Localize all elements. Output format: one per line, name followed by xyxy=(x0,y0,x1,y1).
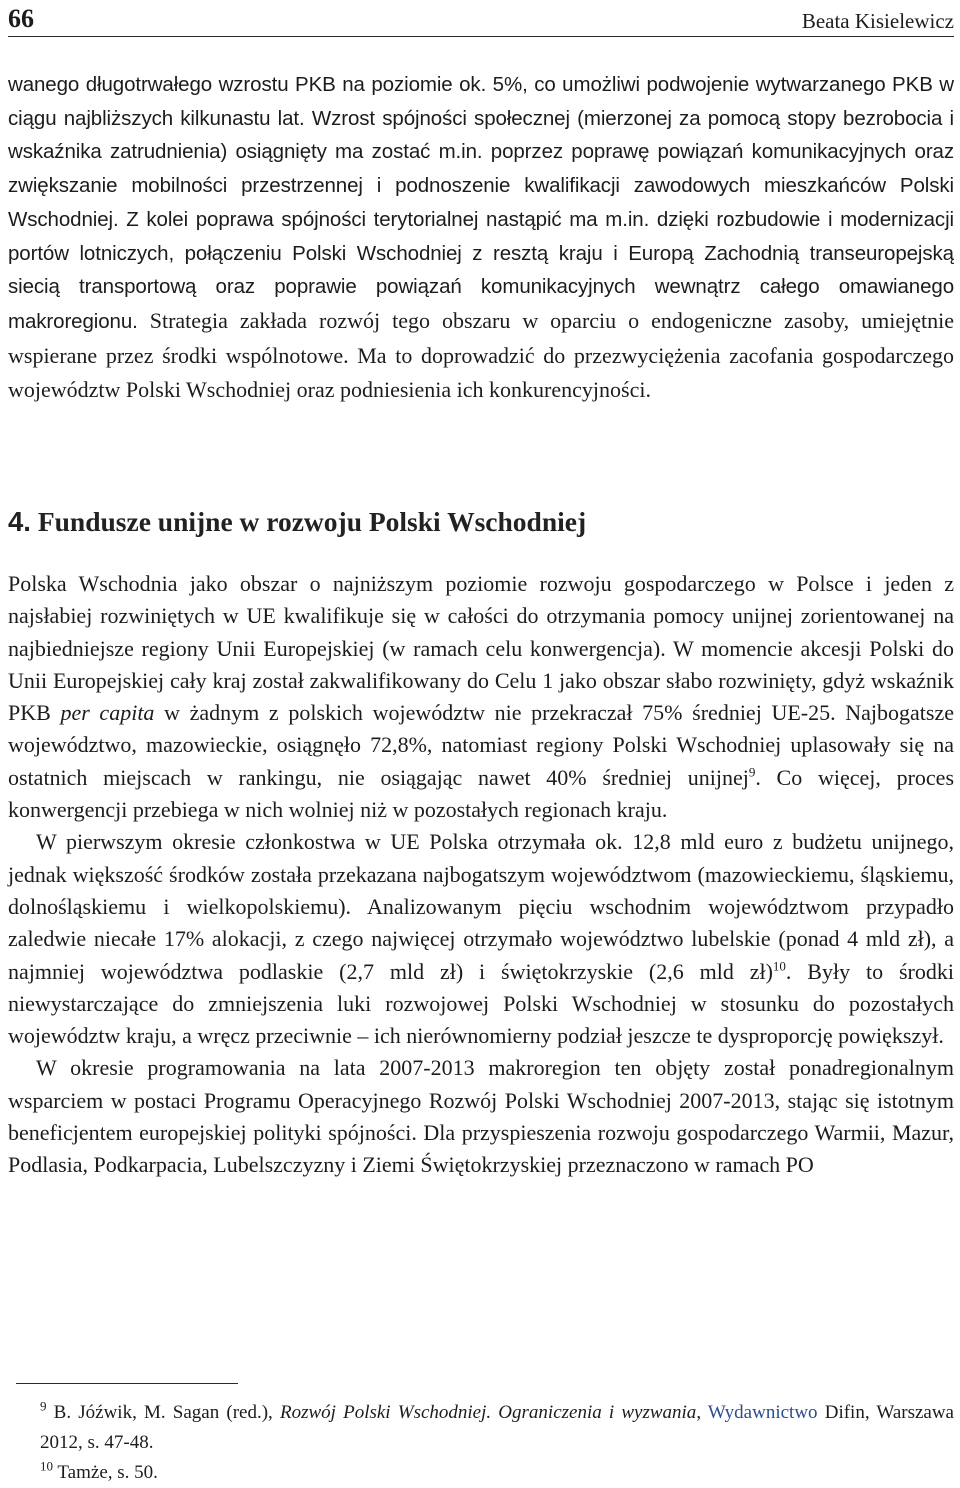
body-text: . Co więcej, proces konwergencji przebiega w nich wolniej niż w pozostałych regionach kraju. xyxy=(8,764,955,823)
footnote-text: , xyxy=(696,1402,708,1423)
page-number: 66 xyxy=(8,4,34,33)
footnote-number: 9 xyxy=(40,1398,47,1414)
continued-paragraph-sans-part: wanego długotrwałego wzrostu PKB na poziomie ok. 5%, co umożliwi podwojenie wytwarzanego PKB w ciągu najbliższych kilkunastu lat. Wzrost spójności społecznej (mierzonej za pomocą stopy bezrobocia i wskaźnika zatrudnienia) osiągnięty ma zostać m.in. poprzez poprawę powiązań komunikacyjnych oraz zwiększanie mobilności przestrzennej i podnoszenie kwalifikacji zawodowych mieszkańców Polski Wschodniej. Z kolei poprawa spójności terytorialnej nastąpić ma m.in. dzięki rozbudowie i modernizacji portów lotniczych, połączeniu Polski Wschodniej z resztą kraju i Europą Zachodnią transeuropejską siecią transportową oraz poprawie powiązań komunikacyjnych wewnątrz całego omawianego makroregionu. xyxy=(8,73,954,333)
body-text: w żadnym z polskich województw nie przekraczał 75% średniej UE-25. Najbogatsze województwo, mazowieckie, osiągnęło 72,8%, natomiast regiony Polski Wschodniej uplasowały się na ostatnich miejscach w rankingu, nie osiągając nawet 40% średniej unijnej xyxy=(8,700,954,790)
section-body xyxy=(8,568,954,1182)
continued-paragraph-serif-part: Strategia zakłada rozwój tego obszaru w oparciu o endogeniczne zasoby, umiejętnie wspierane przez środki wspólnotowe. Ma to doprowadzić do przezwyciężenia zacofania gospodarczego województw Polski Wschodniej oraz podniesienia ich konkurencyjności. xyxy=(8,307,954,403)
body-paragraph-2 xyxy=(8,826,954,1052)
header-divider xyxy=(8,36,954,37)
body-text: W pierwszym okresie członkostwa w UE Polska otrzymała ok. 12,8 mld euro z budżetu unijnego, jednak większość środków została przekazana najbogatszym województwom (mazowieckiemu, śląskiemu, dolnośląskiemu i wielkopolskiemu). Analizowanym pięciu wschodnim województwom przypadło zaledwie niecałe 17% alokacji, z czego najwięcej otrzymało województwo lubelskie (ponad 4 mld zł), a najmniej województwa podlaskie (2,7 mld zł) i świętokrzyskie (2,6 mld zł) xyxy=(8,829,954,984)
footnote-divider xyxy=(16,1383,238,1384)
continued-paragraph xyxy=(8,68,954,408)
footnote-reference-10[interactable]: 10 xyxy=(772,958,786,974)
body-text: Polska Wschodnia jako obszar o najniższym poziomie rozwoju gospodarczego w Polsce i jeden z najsłabiej rozwiniętych w UE kwalifikuje się w całości do otrzymania pomocy unijnej zorientowanej na najbiedniejsze regiony Unii Europejskiej (w ramach celu konwergencja). W momencie akcesji Polski do Unii Europejskiej cały kraj został zakwalifikowany do Celu 1 jako obszar słabo rozwinięty, gdyż wskaźnik PKB xyxy=(8,571,954,726)
publisher-link[interactable]: Wydawnictwo xyxy=(707,1402,818,1423)
running-header xyxy=(8,4,954,34)
running-header-author: Beata Kisielewicz xyxy=(801,9,954,33)
body-paragraph-1 xyxy=(8,568,954,826)
section-number: 4. xyxy=(8,506,31,537)
footnote-text: Tamże, s. 50. xyxy=(53,1462,158,1483)
section-title: Fundusze unijne w rozwoju Polski Wschodniej xyxy=(30,506,587,537)
footnote-reference-9[interactable]: 9 xyxy=(748,764,756,780)
footnotes xyxy=(8,1398,954,1488)
document-page xyxy=(8,0,954,1483)
footnote-10 xyxy=(8,1458,954,1488)
body-paragraph-3: W okresie programowania na lata 2007-2013 makroregion ten objęty został ponadregionalnym wsparciem w postaci Programu Operacyjnego Rozwój Polski Wschodniej 2007-2013, stając się istotnym beneficjentem europejskiej polityki spójności. Dla przyspieszenia rozwoju gospodarczego Warmii, Mazur, Podlasia, Podkarpacia, Lubelszczyzny i Ziemi Świętokrzyskiej przeznaczono w ramach PO xyxy=(8,1055,954,1178)
footnote-number: 10 xyxy=(40,1458,53,1474)
footnote-book-title: Rozwój Polski Wschodniej. Ograniczenia i wyzwania xyxy=(279,1402,697,1423)
section-heading xyxy=(8,506,954,538)
footnote-text: B. Jóźwik, M. Sagan (red.), xyxy=(46,1402,280,1423)
footnote-text: Difin, Warszawa 2012, s. 47-48. xyxy=(40,1402,954,1453)
body-text: . Były to środki niewystarczające do zmniejszenia luki rozwojowej Polski Wschodniej w stosunku do pozostałych województw kraju, a wręcz przeciwnie – ich nierównomierny podział jeszcze te dysproporcję powiększył. xyxy=(8,958,954,1049)
italic-term: per capita xyxy=(60,700,155,726)
footnote-9 xyxy=(8,1398,954,1458)
